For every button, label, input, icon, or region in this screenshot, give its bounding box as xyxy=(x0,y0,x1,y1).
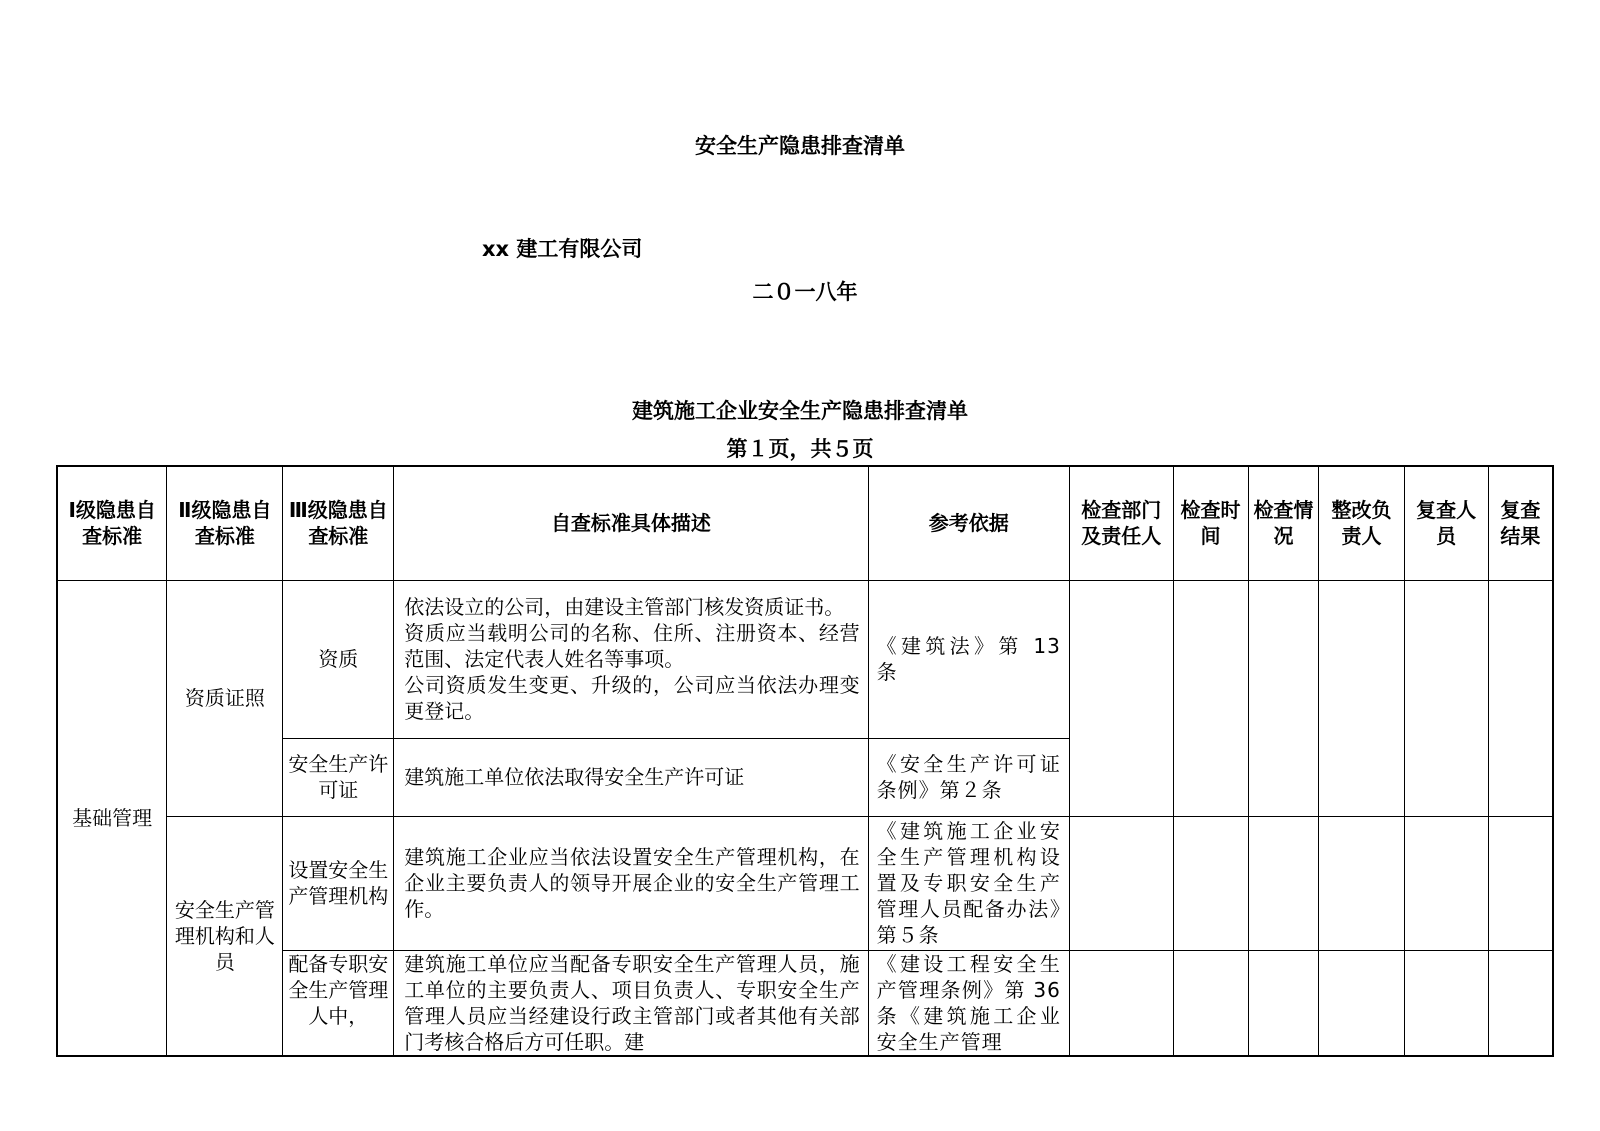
header-reference: 参考依据 xyxy=(868,466,1069,580)
rectify-cell xyxy=(1319,580,1404,816)
header-time: 检查时间 xyxy=(1173,466,1248,580)
description-text: 建筑施工单位应当配备专职安全生产管理人员，施工单位的主要负责人、项目负责人、专职安全生产管理人员应当经建设行政主管部门或者其他有关部门考核合格后方可任职。建 xyxy=(404,951,860,1054)
time-cell xyxy=(1173,950,1248,1056)
rectify-cell xyxy=(1319,816,1404,950)
table-row xyxy=(57,580,1553,738)
table-row xyxy=(57,816,1553,950)
dept-cell xyxy=(1069,580,1173,816)
level2-cell-qualification: 资质证照 xyxy=(167,580,283,816)
header-level3: Ⅲ级隐患自查标准 xyxy=(283,466,394,580)
description-cell: 建筑施工企业应当依法设置安全生产管理机构，在企业主要负责人的领导开展企业的安全生产管理工作。 xyxy=(394,816,868,950)
result-cell xyxy=(1488,950,1553,1056)
level1-cell: 基础管理 xyxy=(57,580,167,1056)
reference-cell: 《建筑施工企业安全生产管理机构设置及专职安全生产管理人员配备办法》第５条 xyxy=(868,816,1069,950)
result-cell xyxy=(1488,816,1553,950)
reference-cell: 《建筑法》第 13 条 xyxy=(868,580,1069,738)
header-dept: 检查部门及责任人 xyxy=(1069,466,1173,580)
description-cell xyxy=(394,580,868,738)
header-reviewer: 复查人员 xyxy=(1404,466,1488,580)
rectify-cell xyxy=(1319,950,1404,1056)
document-year: 二０一八年 xyxy=(752,280,858,304)
page-info: 第１页，共５页 xyxy=(726,437,874,461)
reference-cell xyxy=(868,950,1069,1056)
level3-text: 配备专职安全生产管理人中， xyxy=(288,951,389,1028)
header-row xyxy=(57,466,1553,580)
hazard-checklist-table xyxy=(56,465,1554,1057)
header-status: 检查情况 xyxy=(1248,466,1319,580)
company-name: xx 建工有限公司 xyxy=(482,237,643,261)
level3-cell: 设置安全生产管理机构 xyxy=(283,816,394,950)
result-cell xyxy=(1488,580,1553,816)
level3-cell xyxy=(283,950,394,1056)
status-cell xyxy=(1248,816,1319,950)
time-cell xyxy=(1173,816,1248,950)
header-description: 自查标准具体描述 xyxy=(394,466,868,580)
description-line: 资质应当载明公司的名称、住所、注册资本、经营范围、法定代表人姓名等事项。 xyxy=(404,621,860,671)
time-cell xyxy=(1173,580,1248,816)
document-title: 安全生产隐患排查清单 xyxy=(695,134,905,158)
header-level1: Ⅰ级隐患自查标准 xyxy=(57,466,167,580)
header-rectify: 整改负责人 xyxy=(1319,466,1404,580)
description-cell xyxy=(394,950,868,1056)
status-cell xyxy=(1248,580,1319,816)
reviewer-cell xyxy=(1404,950,1488,1056)
header-level2: Ⅱ级隐患自查标准 xyxy=(167,466,283,580)
table-title: 建筑施工企业安全生产隐患排查清单 xyxy=(632,399,968,423)
reviewer-cell xyxy=(1404,816,1488,950)
description-line: 公司资质发生变更、升级的，公司应当依法办理变更登记。 xyxy=(404,673,860,723)
description-cell: 建筑施工单位依法取得安全生产许可证 xyxy=(394,738,868,816)
status-cell xyxy=(1248,950,1319,1056)
reference-cell: 《安全生产许可证条例》第２条 xyxy=(868,738,1069,816)
dept-cell xyxy=(1069,816,1173,950)
header-result: 复查结果 xyxy=(1488,466,1553,580)
description-line: 依法设立的公司，由建设主管部门核发资质证书。 xyxy=(404,595,845,619)
reviewer-cell xyxy=(1404,580,1488,816)
dept-cell xyxy=(1069,950,1173,1056)
level2-cell-safety-org: 安全生产管理机构和人员 xyxy=(167,816,283,1056)
reference-text: 《建设工程安全生产管理条例》第 36 条《建筑施工企业安全生产管理 xyxy=(876,951,1061,1054)
level3-cell: 资质 xyxy=(283,580,394,738)
level3-cell: 安全生产许可证 xyxy=(283,738,394,816)
